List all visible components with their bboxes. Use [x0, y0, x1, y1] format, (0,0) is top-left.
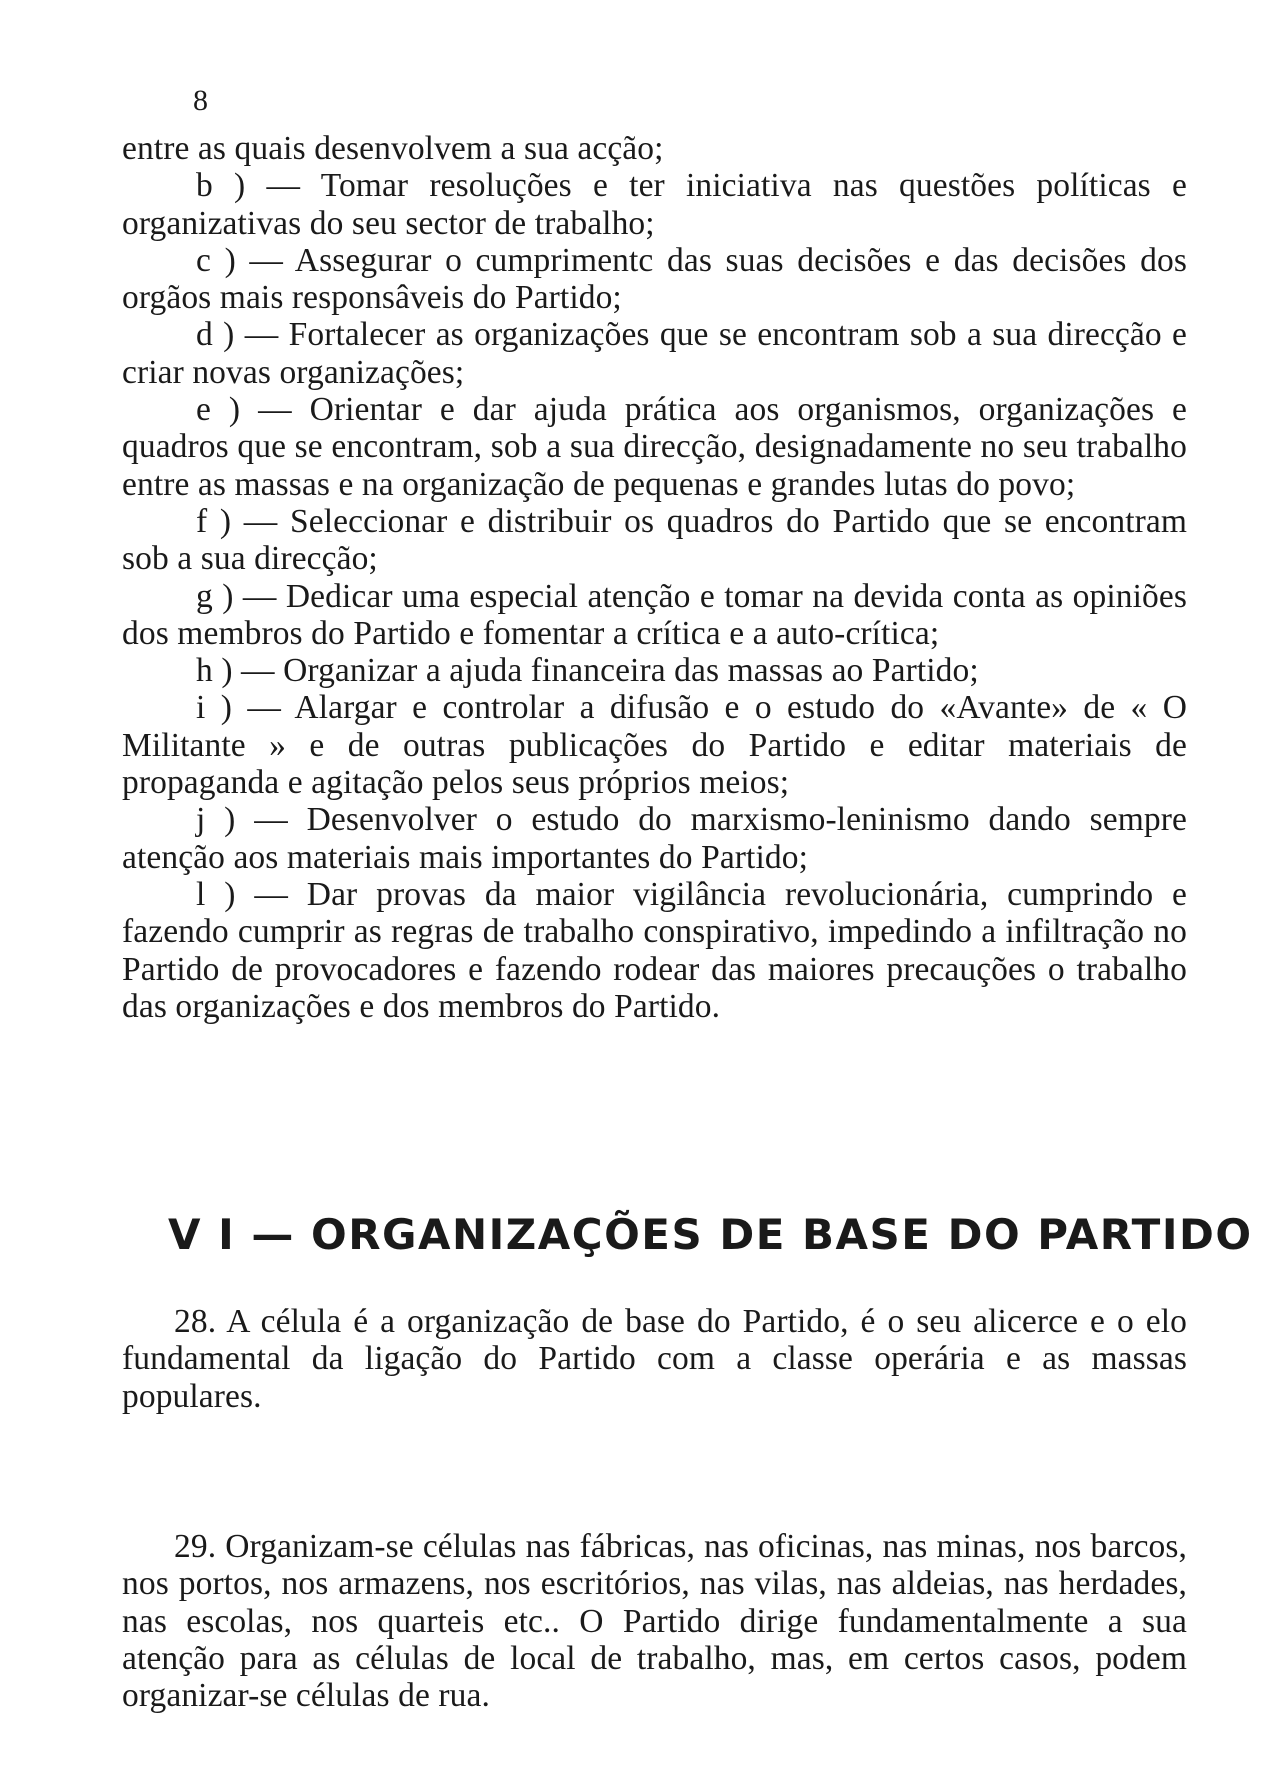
paragraph-28-block: [122, 1303, 1187, 1415]
list-item-j: j ) — Desenvolver o estudo do marxismo-leninismo dando sempre atenção aos materiais mais importantes do Partido;: [122, 801, 1187, 876]
list-item-e: e ) — Orientar e dar ajuda prática aos organismos, organizações e quadros que se encontram, sob a sua direcção, designadamente no seu trabalho entre as massas e na organização de pequenas e grandes lutas do povo;: [122, 391, 1187, 503]
list-item-h: h ) — Organizar a ajuda financeira das massas ao Partido;: [196, 652, 979, 690]
list-item-i: i ) — Alargar e controlar a difusão e o estudo do «Avante» de « O Militante » e de outras publicações do Partido e editar materiais de propaganda e agitação pelos seus próprios meios;: [122, 689, 1187, 802]
list-item-f: f ) — Seleccionar e distribuir os quadros do Partido que se encontram sob a sua direcção;: [122, 502, 1187, 578]
list-item-continuation: entre as quais desenvolvem a sua acção;: [122, 130, 664, 167]
paragraph-29: 29. Organizam-se células nas fábricas, nas oficinas, nas minas, nos barcos, nos portos, nos armazens, nos escritórios, nas vilas, nas aldeias, nas herdades, nas escolas, nos quarteis etc.. O Partido dirige fundamentalmente a sua atenção para as células de local de trabalho, mas, em certos casos, podem organizar-se células de rua.: [122, 1528, 1187, 1715]
section-heading: V I — ORGANIZAÇÕES DE BASE DO PARTIDO: [168, 1209, 1253, 1259]
page-number: 8: [193, 84, 208, 117]
task-list: [122, 130, 1187, 1025]
paragraph-28: 28. A célula é a organização de base do Partido, é o seu alicerce e o elo fundamental da ligação do Partido com a classe operária e as massas populares.: [122, 1303, 1187, 1415]
paragraph-29-block: [122, 1528, 1187, 1714]
list-item-l: l ) — Dar provas da maior vigilância revolucionária, cumprindo e fazendo cumprir as regras de trabalho conspirativo, impedindo a infiltração no Partido de provocadores e fazendo rodear das maiores precauções o trabalho das organizações e dos membros do Partido.: [122, 875, 1187, 1025]
list-item-b: b ) — Tomar resoluções e ter iniciativa nas questões políticas e organizativas do seu sector de trabalho;: [122, 167, 1187, 242]
list-item-g: g ) — Dedicar uma especial atenção e tomar na devida conta as opiniões dos membros do Partido e fomentar a crítica e a auto-crítica;: [122, 577, 1187, 652]
list-item-d: d ) — Fortalecer as organizações que se encontram sob a sua direcção e criar novas organizações;: [122, 316, 1187, 391]
list-item-c: c ) — Assegurar o cumprimentc das suas decisões e das decisões dos orgãos mais responsâveis do Partido;: [122, 241, 1187, 317]
